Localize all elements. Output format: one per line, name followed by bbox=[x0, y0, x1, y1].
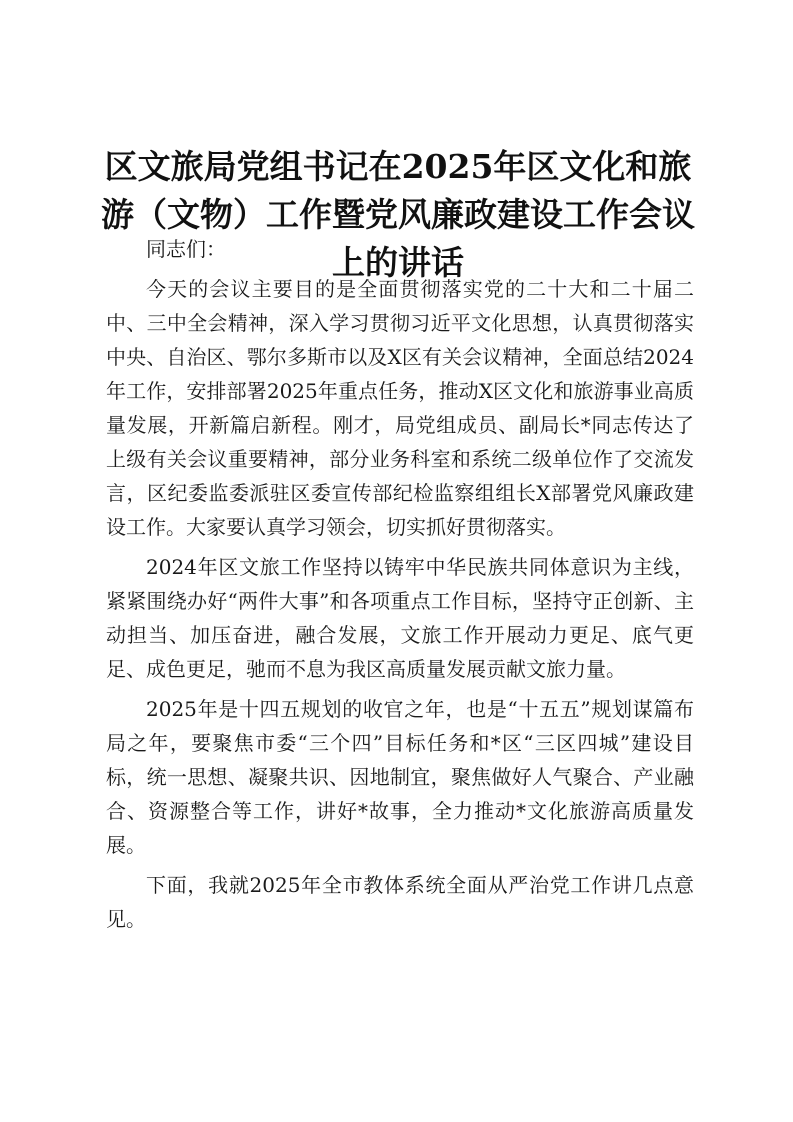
paragraph-opening: 今天的会议主要目的是全面贯彻落实党的二十大和二十届二中、三中全会精神，深入学习贯彻习近平文化思想，认真贯彻落实中央、自治区、鄂尔多斯市以及X区有关会议精神，全面总结2024年工作，安排部署2025年重点任务，推动X区文化和旅游事业高质量发展，开新篇启新程。刚才，局党组成员、副局长*同志传达了上级有关会议重要精神，部分业务科室和系统二级单位作了交流发言，区纪委监委派驻区委宣传部纪检监察组组长X部署党风廉政建设工作。大家要认真学习领会，切实抓好贯彻落实。 bbox=[106, 277, 694, 539]
salutation: 同志们： bbox=[146, 237, 226, 261]
document-body bbox=[106, 232, 694, 942]
paragraph-transition: 下面，我就2025年全市教体系统全面从严治党工作讲几点意见。 bbox=[106, 873, 694, 931]
paragraph-2024-review: 2024年区文旅工作坚持以铸牢中华民族共同体意识为主线，紧紧围绕办好“两件大事”和各项重点工作目标，坚持守正创新、主动担当、加压奋进，融合发展，文旅工作开展动力更足、底气更足、成色更足，驰而不息为我区高质量发展贡献文旅力量。 bbox=[106, 555, 694, 681]
paragraph-2025-outlook: 2025年是十四五规划的收官之年，也是“十五五”规划谋篇布局之年，要聚焦市委“三个四”目标任务和*区“三区四城”建设目标，统一思想、凝聚共识、因地制宜，聚焦做好人气聚合、产业融合、资源整合等工作，讲好*故事，全力推动*文化旅游高质量发展。 bbox=[106, 697, 694, 857]
document-title: 区文旅局党组书记在2025年区文化和旅游（文物）工作暨党风廉政建设工作会议上的讲话 bbox=[101, 147, 695, 282]
